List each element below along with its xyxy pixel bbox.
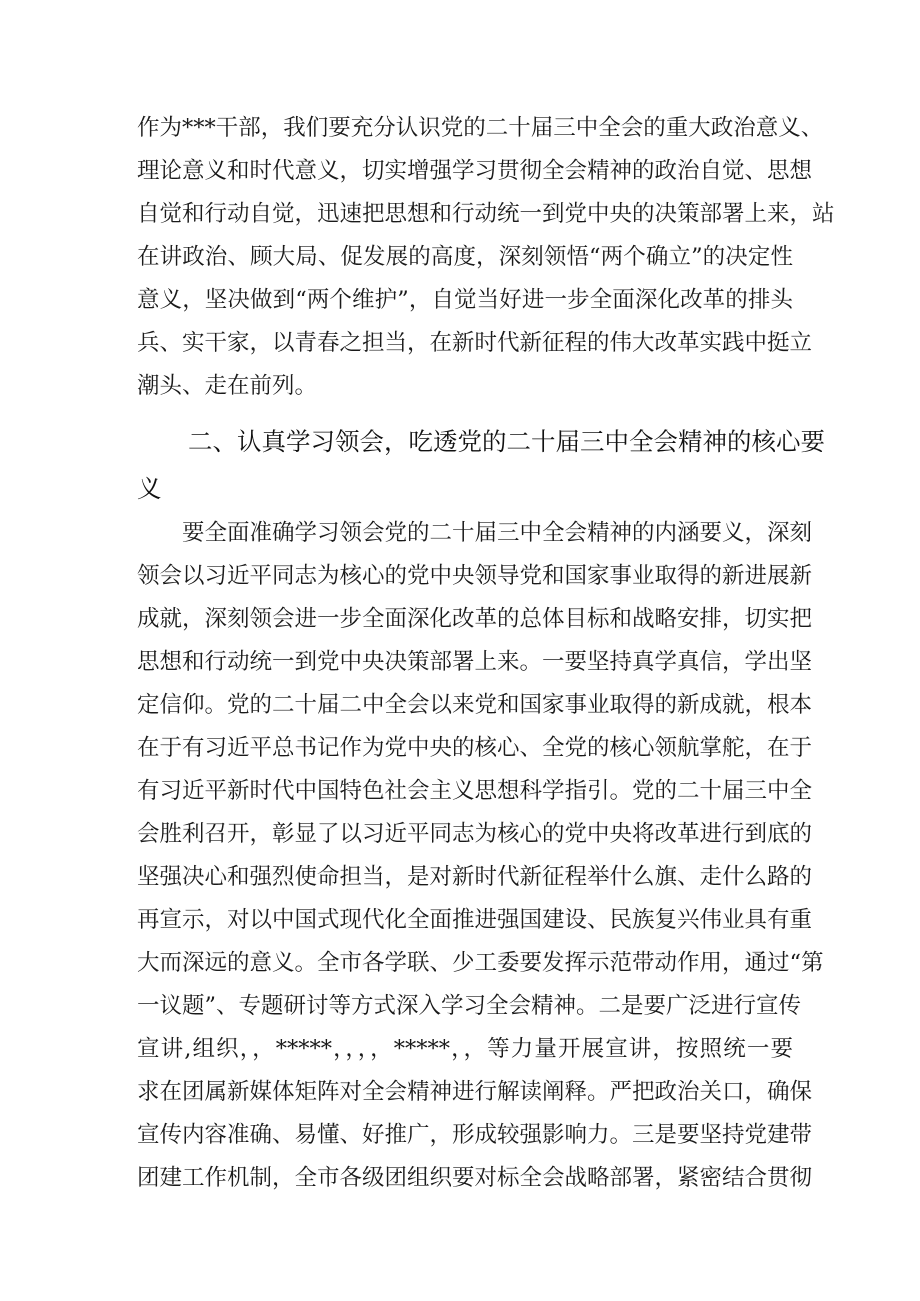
paragraph-line: 定信仰。党的二十届二中全会以来党和国家事业取得的新成就，根本 (137, 692, 813, 718)
paragraph-line: 大而深远的意义。全市各学联、少工委要发挥示范带动作用，通过“第 (137, 950, 824, 976)
paragraph-line: 一议题”、专题研讨等方式深入学习全会精神。二是要广泛进行宣传 (137, 993, 802, 1019)
section-heading-line: 二、认真学习领会，吃透党的二十届三中全会精神的核心要 (188, 427, 825, 456)
paragraph-line: 再宣示，对以中国式现代化全面推进强国建设、民族复兴伟业具有重 (137, 907, 813, 933)
paragraph-line: 领会以习近平同志为核心的党中央领导党和国家事业取得的新进展新 (137, 563, 813, 589)
paragraph-line: 兵、实干家，以青春之担当，在新时代新征程的伟大改革实践中挺立 (137, 330, 813, 356)
paragraph-top (137, 107, 835, 408)
paragraph-line: 潮头、走在前列。 (137, 373, 318, 399)
paragraph-line: 求在团属新媒体矩阵对全会精神进行解读阐释。严把政治关口，确保 (137, 1079, 813, 1105)
paragraph-line: 意义，坚决做到“两个维护”，自觉当好进一步全面深化改革的排头 (137, 287, 793, 313)
paragraph-line: 要全面准确学习领会党的二十届三中全会精神的内涵要义，深刻 (137, 520, 813, 546)
paragraph-line: 自觉和行动自觉，迅速把思想和行动统一到党中央的决策部署上来，站 (137, 201, 835, 227)
section-heading (137, 418, 825, 512)
paragraph-line: 作为***干部，我们要充分认识党的二十届三中全会的重大政治意义、 (137, 115, 824, 141)
paragraph-line: 会胜利召开，彰显了以习近平同志为核心的党中央将改革进行到底的 (137, 821, 813, 847)
paragraph-line: 宣传内容准确、易懂、好推广，形成较强影响力。三是要坚持党建带 (137, 1122, 813, 1148)
section-heading-line: 义 (137, 474, 162, 503)
paragraph-line: 有习近平新时代中国特色社会主义思想科学指引。党的二十届三中全 (137, 778, 813, 804)
paragraph-line: 宣讲,组织，，*****，，，，*****，，等力量开展宣讲，按照统一要 (137, 1036, 793, 1062)
paragraph-line: 在讲政治、顾大局、促发展的高度，深刻领悟“两个确立”的决定性 (137, 244, 793, 270)
paragraph-line: 成就，深刻领会进一步全面深化改革的总体目标和战略安排，切实把 (137, 606, 813, 632)
paragraph-line: 在于有习近平总书记作为党中央的核心、全党的核心领航掌舵，在于 (137, 735, 813, 761)
paragraph-line: 团建工作机制，全市各级团组织要对标全会战略部署，紧密结合贯彻 (137, 1165, 813, 1191)
paragraph-line: 思想和行动统一到党中央决策部署上来。一要坚持真学真信，学出坚 (137, 649, 813, 675)
paragraph-line: 坚强决心和强烈使命担当，是对新时代新征程举什么旗、走什么路的 (137, 864, 813, 890)
paragraph-main (137, 512, 824, 1200)
paragraph-line: 理论意义和时代意义，切实增强学习贯彻全会精神的政治自觉、思想 (137, 158, 813, 184)
